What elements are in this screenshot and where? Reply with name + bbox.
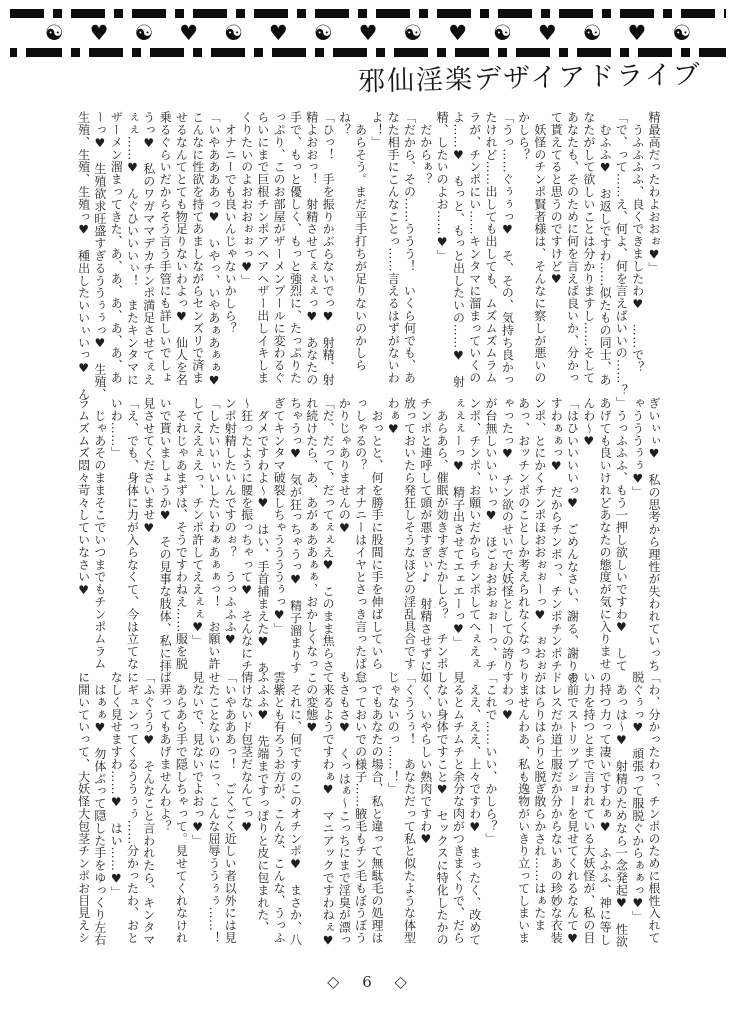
text-column: すわぁぁっ♥ だからチンポっ、チンポチンポチ [549, 397, 564, 672]
text-column: 手で、もっと優しく、もっと強烈に、たっぷりた [288, 111, 303, 384]
text-column: ーっ♥ 生殖欲求旺盛すぎるううぅぅっ♥ 生殖、 [92, 111, 107, 401]
text-column: なたがして欲しいことは分かりますし……そして [581, 111, 596, 384]
text-column: っぷり、このお部屋がザーメンプールに変わるぐ [272, 111, 287, 384]
text-column: してええぇえっ、チンポ許してええぇぇ♥」 [190, 397, 205, 647]
text-column: ゃったっ♥ チン欲のせいで大妖怪としての誇り [500, 397, 515, 672]
text-column: ね？ [337, 111, 352, 136]
text-column: なた相手にこんなことっ……言えるはずがないわ [386, 111, 401, 384]
text-column: よ！」 [369, 111, 384, 149]
text-column: ザーメン溜まってきた、あ、あ、あ、あ、あ、あ [109, 111, 124, 384]
text-column: っしゃるの？ オナニーはイヤとさっき言ったば [353, 397, 368, 670]
text-column: しない身体ですこと♥ セックスに特化したかの [435, 671, 450, 946]
text-column: 「だ、だって、だってぇぇえ♥ このまま焦らさ [321, 397, 336, 672]
text-column: 精最高だったわよおおぉ♥」 [647, 111, 661, 275]
text-column: こんなに性欲を持てあましながらセンズリで済ま [190, 111, 205, 384]
text-column: ンポ、チンポ、お願いだからチンポしてへぇえぇ [467, 397, 482, 670]
text-column: 「これで……いい、かしら？」 [484, 671, 499, 845]
text-column: ぇぇ……♥ んぐひいいいぃ！ またキンタマに [125, 111, 140, 386]
text-column: もさもさ♥ くっはぁ〜こっちにまで淫臭が漂っ [337, 671, 352, 946]
text-column: ドレスだか道士服だか分からないあの珍妙な衣装 [549, 671, 564, 944]
text-column: 「で、って……え、何よ、何を言えばいいの……？」 [614, 111, 629, 409]
text-column: それじゃあまずは、そうですわねえ……服を脱 [174, 397, 189, 670]
text-column: にギュンってくるううぅぅ……分かったわ、おと [125, 671, 140, 944]
text-column: 〜狂ったように腰を振っちゃって♥ そんなにチ [239, 397, 254, 672]
text-column: 「わ、分かったわっ、チンポのために根性入れて [647, 671, 661, 944]
text-column: せるなんてとても物足りないわよっ♥ 仙人を名 [174, 111, 189, 386]
text-column: 情けないド包茎だなんてっ♥ [239, 671, 254, 835]
text-column: この変態♥ [304, 671, 319, 735]
text-column: んわ〜♥ [581, 397, 596, 449]
text-column: わぁ♥ [386, 397, 401, 437]
text-column: 怠っておいでの様子……腋毛もチン毛もぼうぼう [353, 671, 368, 944]
text-column: て来るようですわぁ♥ マニアックですわねぇ♥ [321, 671, 336, 948]
text-column: あっ、おッチンポのことしか考えられなくなっち [516, 397, 531, 670]
text-column: ぇぇぇーっ♥ 精子出させてエェエーっ♥」 [451, 397, 466, 649]
text-column: ふふふ♥ 先端まですっぽりと皮に包まれた、 [255, 671, 270, 934]
text-column: 放っておいたら発狂しそうなほどの淫乱具合です [402, 397, 417, 670]
text-column: ラムズムズ悶々苛々していなさい♥ [76, 397, 91, 598]
text-block-1 [75, 111, 662, 409]
text-column: 「うっ……ぐぅぅっ♥ そ、その、気持ち良かっ [500, 111, 515, 386]
text-block-2 [75, 397, 662, 687]
text-block-3 [75, 671, 662, 961]
text-column: い力を持つとまで言われている大妖怪が、私の目 [581, 671, 596, 944]
text-column: 妖怪のチンポ賢者様は、そんなに察しが悪いの [532, 111, 547, 384]
text-column: ゃうううぅぅ♥」 [630, 397, 645, 499]
text-column: 「くううぅ！ あなただって私と似たような体型 [402, 671, 417, 944]
text-column: あらあら手で隠しちゃって。見せてくれなけれ [174, 671, 189, 944]
text-column: むふふ♥ お返しですわ……似たもの同士、あ [598, 111, 613, 386]
text-column: おっとと、何を勝手に股間に手を伸ばしていら [369, 397, 384, 670]
text-column: うふふふふ、良くできましたわ♥ ……で？ [630, 111, 645, 374]
text-column: あげても良いけれどあなたの態度が気に入りませ [598, 397, 613, 670]
page-number: 6 [362, 973, 374, 991]
text-column: て貰えてると思うのですけど♥ [549, 111, 564, 287]
ornament-border [10, 9, 726, 57]
page-title: 邪仙淫楽デザイアドライブ [358, 59, 703, 98]
text-column: はぁぁ♥ 勿体ぶって隠した手をゆっくり左右 [92, 671, 107, 946]
text-column: それに、何ですのこのオチンポ♥ まさか、八 [288, 671, 303, 946]
text-column: 見ないで、見ないでよおっ♥」 [190, 671, 205, 847]
text-column: 「いやああああっ♥ いやっ、いやあぁあぁぁ♥ [206, 111, 221, 388]
text-column: 精、したいのよお……♥」 [435, 111, 450, 262]
text-column: 雲紫とも有ろうお方が、こんな、こんな、うっふ [272, 671, 287, 944]
text-column: が台無しいいぃぃっ♥ ほごぉおおぉぉーっ、チ [484, 397, 499, 672]
text-column: の持つ力って凄いですわぁ♥ ふふふ、神に等し [598, 671, 613, 946]
text-column: に開いていって、大妖怪大包茎チンポお目見えシ [76, 671, 91, 944]
text-column: ンポ射精したいんですのぉ？ うっふふふ♥ [223, 397, 238, 647]
text-column: でもあなたの場合、私と違って無駄毛の処理は [369, 671, 384, 944]
text-column: 脱ぐぅっ♥ 頑張って服脱ぐからぁぁっ♥」 [630, 671, 645, 923]
text-column: ンポ、とにかくチンポほおおぉぉーっ♥ ぉおぉ [532, 397, 547, 672]
text-column: 「ひっ！ 手を振りかぶらないでっ♥ 射精、射 [321, 111, 336, 386]
text-column: うっ♥ 私のワガママデカチンポ満足させてぇえ [141, 111, 156, 386]
text-column: なしく見せますわ……♥ はい……♥」 [109, 671, 124, 899]
text-column: オナニーでも良いんじゃないかしら？ [223, 111, 238, 335]
text-column: 乗るぐらいだからそう言う手管にも詳しいでしょ [158, 111, 173, 384]
text-column: 見るとムチムチと余分な肉がつきまくりで、だら [451, 671, 466, 944]
text-column: あらあら、催眠が効きすぎたかしら？ チンポ [435, 397, 450, 670]
text-column: 「したいいぃいしたいわぁあぁぁっ！ お願い許 [206, 397, 221, 670]
text-column: 精よおおっ！ 射精させてぇぇぇっ♥ あなたの [304, 111, 319, 386]
text-column: あなたも、そのために何を言えば良いか、分かっ [565, 111, 580, 384]
text-column: じゃあそのままそこでいつまでもチンポムラム [92, 397, 107, 670]
text-column: ええ、ええ、上々ですわ♥ まったく、改めて [467, 671, 482, 946]
text-column: チンポと連呼して頭が悪すぎぃ♪ 射精させずに [418, 397, 433, 672]
dashed-rule-top [10, 9, 726, 18]
text-column: だからぁ？ [418, 111, 433, 186]
page-footer [0, 972, 736, 991]
text-column: あらそう。まだ平手打ちが足りないのかしら [353, 111, 368, 372]
text-column: りませんわあ、私も逸物がいきり立ってしまいま [516, 671, 531, 944]
yinyang-heart-ornament-row: ☯♥☯♥☯♥☯♥☯♥☯♥☯♥☯ [44, 21, 718, 45]
text-column: ぎいぃぃ♥ 私の思考から理性が失われていっち [647, 397, 661, 672]
text-column: 「ふぐうう♥ そんなこと言われたら、キンタマ [141, 671, 156, 946]
text-column: ば弄ってもあげませんわよ？ [158, 671, 173, 833]
text-column: かしら？ [516, 111, 531, 161]
text-column: かりじゃありませんの♥ [337, 397, 352, 536]
text-column: 「え、でも、身体に力が入らなくて、今は立てな [125, 397, 140, 670]
text-column: ちゃうっ♥ 気が狂っちゃうっ♥ 精子溜まりす [288, 397, 303, 674]
text-column: たけれど……出しても出しても、ムズムズムラム [484, 111, 499, 384]
text-column: あっは〜♥ 射精のためなら一念発起♥ 性欲 [614, 671, 629, 948]
text-column: の前でストリップショーを見せてくれるなんて♥ [565, 671, 580, 946]
text-column: すわっ♥ [500, 671, 515, 723]
text-column: じゃないのっ……！」 [386, 671, 401, 795]
text-column: よ……♥ もっと、もっと出したいの……♥ 射 [451, 111, 466, 388]
text-column: くりたいのよおおおぉぉっ♥」 [239, 111, 254, 287]
text-column: せたことないのにっ、こんな屈辱ううぅぅ……！ [206, 671, 221, 944]
text-column: 生殖、生殖、生殖っ♥ 種出したいいぃいっ♥ ん [76, 111, 91, 401]
text-column: らいにまで巨根チンポアヘアヘザー出しイキしま [255, 111, 270, 384]
text-column: 如く、いやらしい熟肉ですわ♥ [418, 671, 433, 847]
text-column: 「いやあああっ！ ごくごく近しい者以外には見 [223, 671, 238, 944]
diamond-ornament-right: ◇ [394, 972, 409, 991]
text-column: いわ……」 [109, 397, 124, 459]
text-column: ぎてキンタマ破裂しちゃううううぅっ♥」 [272, 397, 287, 635]
text-column: ダメですわよ〜♥ はい、手首捕まえた♥ あ [255, 397, 270, 674]
text-column: 「だから、その……ううう！ いくら何でも、あ [402, 111, 417, 384]
text-column: れ続けたら、あ、あがぁああぁぁ、おかしくなっ [304, 397, 319, 670]
diamond-ornament-left: ◇ [327, 972, 342, 991]
text-column: うっふふふ、もう一押し欲しいですわ♥ して [614, 397, 629, 672]
text-column: 「はひいいいいっ♥ ごめんなさい、謝る、謝りま [565, 397, 580, 685]
text-column: がはらりはらりと脱ぎ散らかされ……はぁたま [532, 671, 547, 932]
text-column: いで貰いましょうか♥ その見事な肢体、私に拝 [158, 397, 173, 672]
text-column: ラが、チンポにい……キンタマに溜まっていくの [467, 111, 482, 384]
text-column: 見させてくださいませ♥ [141, 397, 156, 536]
